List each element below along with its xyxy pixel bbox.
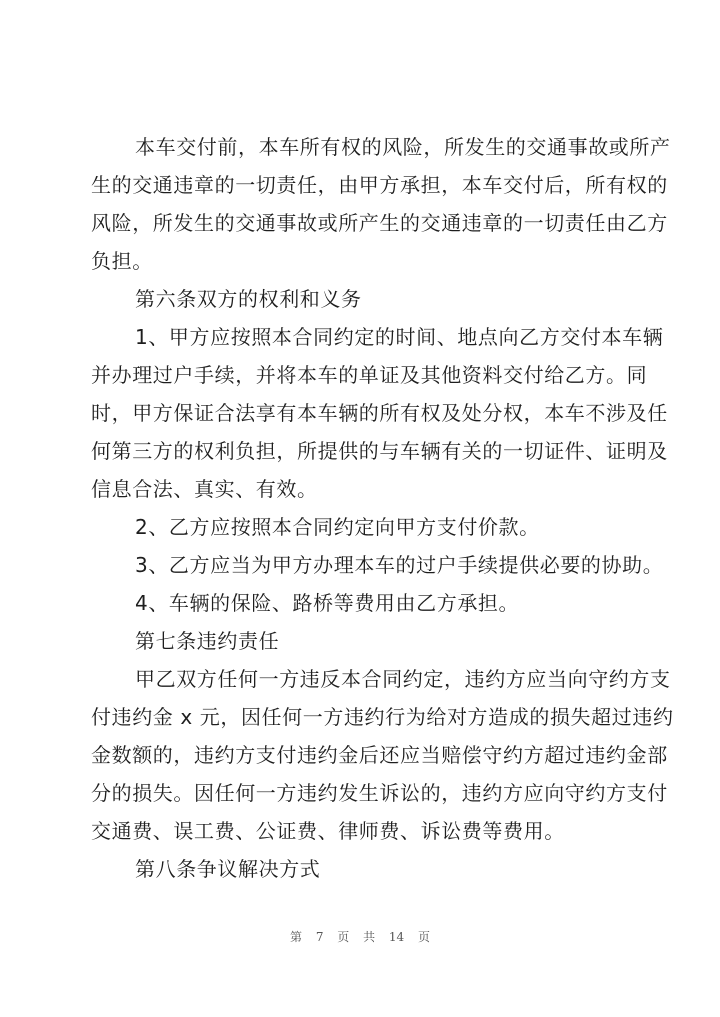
paragraph-line: 1、甲方应按照本合同约定的时间、地点向乙方交付本车辆: [135, 325, 664, 349]
paragraph-line: 分的损失。因任何一方违约发生诉讼的，违约方应向守约方支付: [91, 781, 668, 805]
page-number-footer: 第 7 页 共 14 页: [290, 930, 430, 944]
paragraph-line: 并办理过户手续，并将本车的单证及其他资料交付给乙方。同: [91, 363, 648, 387]
paragraph-line: 风险，所发生的交通事故或所产生的交通违章的一切责任由乙方: [91, 211, 668, 235]
paragraph-line: 时，甲方保证合法享有本车辆的所有权及处分权，本车不涉及任: [91, 401, 668, 425]
paragraph-line: 负担。: [91, 249, 153, 273]
paragraph-line: 4、车辆的保险、路桥等费用由乙方承担。: [135, 591, 520, 615]
paragraph-line: 金数额的，违约方支付违约金后还应当赔偿守约方超过违约金部: [91, 743, 668, 767]
section-heading: 第七条违约责任: [135, 629, 280, 653]
paragraph-line: 生的交通违章的一切责任，由甲方承担，本车交付后，所有权的: [91, 173, 668, 197]
paragraph-line: 付违约金 x 元，因任何一方违约行为给对方造成的损失超过违约: [91, 705, 674, 729]
paragraph-line: 甲乙双方任何一方违反本合同约定，违约方应当向守约方支: [135, 667, 671, 691]
section-heading: 第六条双方的权利和义务: [135, 287, 362, 311]
paragraph-line: 2、乙方应按照本合同约定向甲方支付价款。: [135, 515, 540, 539]
section-heading: 第八条争议解决方式: [135, 857, 321, 881]
paragraph-line: 信息合法、真实、有效。: [91, 477, 318, 501]
paragraph-line: 本车交付前，本车所有权的风险，所发生的交通事故或所产: [135, 135, 671, 159]
paragraph-line: 3、乙方应当为甲方办理本车的过户手续提供必要的协助。: [135, 553, 664, 577]
paragraph-line: 交通费、误工费、公证费、律师费、诉讼费等费用。: [91, 819, 565, 843]
paragraph-line: 何第三方的权利负担，所提供的与车辆有关的一切证件、证明及: [91, 439, 668, 463]
